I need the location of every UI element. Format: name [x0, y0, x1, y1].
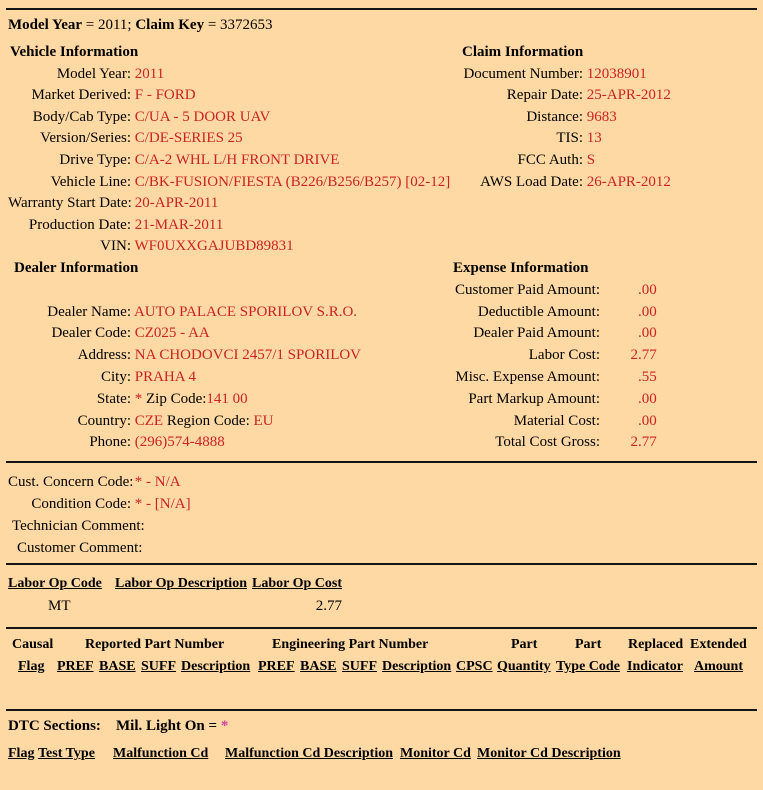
field-value: 2.77 [630, 434, 657, 451]
parts-col-header: SUFF [141, 659, 176, 674]
state-value: * [134, 390, 143, 407]
field-row [8, 236, 450, 258]
mil-light-on-label: Mil. Light On = [116, 718, 218, 734]
region-value: EU [253, 412, 274, 429]
field-label: Dealer Name: [47, 303, 131, 320]
claim-heading: Claim Information [462, 44, 584, 60]
field-value: 26-APR-2012 [586, 173, 671, 190]
field-value: 25-APR-2012 [586, 87, 671, 104]
field-label: Technician Comment: [12, 518, 145, 534]
field-row [8, 64, 671, 86]
field-row [8, 345, 657, 367]
field-row [8, 215, 450, 237]
country-label: Country: [77, 412, 131, 429]
dtc-col-header: Test Type [38, 746, 95, 761]
field-value: S [586, 151, 596, 168]
parts-col-header: BASE [99, 659, 136, 674]
title-model-year-value: = 2011; [82, 17, 136, 33]
field-value: C/DE-SERIES 25 [134, 130, 243, 147]
field-label: Part Markup Amount: [468, 390, 600, 407]
field-row [8, 150, 671, 172]
mil-light-on-row [116, 718, 228, 735]
parts-col-header: Description [382, 659, 452, 674]
field-label: Distance: [526, 108, 583, 125]
field-value: .00 [638, 325, 657, 342]
field-label: Production Date: [28, 216, 131, 233]
field-label: Body/Cab Type: [32, 108, 131, 125]
title-claim-key-label: Claim Key [135, 17, 205, 33]
field-row [8, 85, 671, 107]
expense-information-section [8, 258, 657, 454]
field-value: 2.77 [630, 347, 657, 364]
field-label: Condition Code: [31, 496, 131, 512]
parts-col-header: PREF [258, 659, 295, 674]
field-row [8, 280, 657, 302]
state-label: State: [96, 390, 131, 407]
field-row [8, 493, 191, 515]
dtc-col-header: Monitor Cd Description [477, 746, 621, 761]
divider [6, 563, 757, 565]
parts-col-header: CPSC [456, 659, 493, 674]
field-label: Material Cost: [513, 412, 600, 429]
field-value: 13 [586, 130, 602, 147]
field-value: PRAHA 4 [134, 368, 197, 385]
parts-group-header: Causal [12, 637, 54, 652]
zip-value: 141 00 [206, 390, 248, 407]
parts-group-header: Reported Part Number [85, 637, 225, 652]
field-value: C/A-2 WHL L/H FRONT DRIVE [134, 151, 340, 168]
field-label: Phone: [89, 434, 131, 451]
field-value: AUTO PALACE SPORILOV S.R.O. [133, 303, 358, 320]
parts-col-header: Description [181, 659, 251, 674]
country-value: CZE [134, 412, 164, 429]
field-label: Customer Comment: [17, 540, 143, 556]
field-row [8, 128, 671, 150]
parts-col-header: SUFF [342, 659, 377, 674]
parts-col-header: Indicator [627, 659, 683, 674]
field-row [8, 515, 191, 537]
field-label: Customer Paid Amount: [454, 281, 600, 298]
field-label: Model Year: [56, 65, 131, 82]
labor-col-header: Labor Op Cost [252, 576, 342, 591]
divider [6, 709, 757, 711]
field-row [8, 302, 657, 324]
dtc-col-header: Monitor Cd [400, 746, 471, 761]
report-title [8, 15, 273, 35]
field-label: Market Derived: [31, 87, 131, 104]
parts-group-header: Replaced [628, 637, 684, 652]
concern-section [8, 471, 191, 559]
region-label: Region Code: [166, 412, 250, 429]
field-value: .00 [638, 390, 657, 407]
divider-top [6, 8, 757, 10]
field-value: .55 [638, 368, 657, 385]
parts-col-header: Flag [18, 659, 45, 674]
title-claim-key-value: = 3372653 [204, 17, 273, 33]
field-label: Repair Date: [506, 87, 583, 104]
field-label: FCC Auth: [517, 151, 583, 168]
divider [6, 627, 757, 629]
labor-op-cost-value: 2.77 [315, 598, 342, 614]
parts-group-header: Extended [690, 637, 747, 652]
field-label: Version/Series: [40, 130, 131, 147]
field-value: 20-APR-2011 [134, 195, 219, 212]
field-label: Drive Type: [59, 151, 131, 168]
dtc-col-header: Malfunction Cd Description [225, 746, 393, 761]
field-row [8, 107, 671, 129]
field-value: (296)574-4888 [134, 434, 225, 451]
field-value: .00 [638, 281, 657, 298]
divider [6, 461, 757, 463]
field-label: Dealer Paid Amount: [473, 325, 600, 342]
field-value: * - N/A [134, 474, 181, 490]
field-value: 12038901 [586, 65, 647, 82]
field-label: Document Number: [463, 65, 583, 82]
field-label: Warranty Start Date: [8, 195, 132, 212]
field-value: * - [N/A] [134, 496, 191, 512]
dtc-sections-label: DTC Sections: [8, 718, 101, 734]
labor-op-code-value: MT [48, 598, 71, 614]
parts-group-header: Engineering Part Number [272, 637, 429, 652]
field-row [8, 389, 657, 411]
parts-col-header: Type Code [556, 659, 620, 674]
labor-col-header: Labor Op Description [115, 576, 247, 591]
labor-col-header: Labor Op Code [8, 576, 102, 591]
parts-col-header: Amount [694, 659, 744, 674]
field-value: 9683 [586, 108, 617, 125]
field-value: CZ025 - AA [134, 325, 210, 342]
parts-group-header: Part [575, 637, 602, 652]
expense-heading: Expense Information [453, 260, 589, 276]
field-label: Deductible Amount: [477, 303, 600, 320]
field-row [8, 432, 657, 454]
field-label: Labor Cost: [528, 347, 600, 364]
field-value: .00 [638, 412, 657, 429]
dtc-col-header: Malfunction Cd [113, 746, 209, 761]
claim-information-section [8, 42, 671, 193]
field-label: TIS: [556, 130, 583, 147]
field-value: C/BK-FUSION/FIESTA (B226/B256/B257) [02-12] [134, 173, 451, 190]
field-row [8, 323, 657, 345]
field-value: WF0UXXGAJUBD89831 [134, 238, 294, 255]
field-label: Cust. Concern Code: [8, 474, 134, 490]
parts-col-header: Quantity [497, 659, 551, 674]
field-label: Address: [77, 347, 131, 364]
field-row [8, 471, 191, 493]
field-row [8, 172, 671, 194]
field-label: VIN: [100, 238, 131, 255]
zip-label: Zip Code: [146, 390, 207, 407]
mil-light-on-value: * [220, 718, 229, 734]
vehicle-heading: Vehicle Information [10, 44, 139, 60]
field-label: City: [100, 368, 131, 385]
field-row [8, 193, 450, 215]
field-label: AWS Load Date: [480, 173, 583, 190]
field-value: F - FORD [134, 87, 196, 104]
field-value: .00 [638, 303, 657, 320]
field-label: Total Cost Gross: [495, 434, 600, 451]
field-value: C/UA - 5 DOOR UAV [134, 108, 271, 125]
field-row [8, 411, 657, 433]
field-label: Vehicle Line: [50, 173, 131, 190]
title-model-year-label: Model Year [8, 17, 83, 33]
field-label: Misc. Expense Amount: [455, 368, 600, 385]
dtc-col-header: Flag [8, 746, 35, 761]
field-value: 2011 [134, 65, 165, 82]
field-value: NA CHODOVCI 2457/1 SPORILOV [134, 347, 362, 364]
field-row [8, 537, 191, 559]
field-row [8, 367, 657, 389]
parts-group-header: Part [511, 637, 538, 652]
field-value: 21-MAR-2011 [134, 216, 224, 233]
parts-col-header: BASE [300, 659, 337, 674]
dealer-heading: Dealer Information [14, 260, 139, 276]
parts-col-header: PREF [57, 659, 94, 674]
field-label: Dealer Code: [51, 325, 131, 342]
